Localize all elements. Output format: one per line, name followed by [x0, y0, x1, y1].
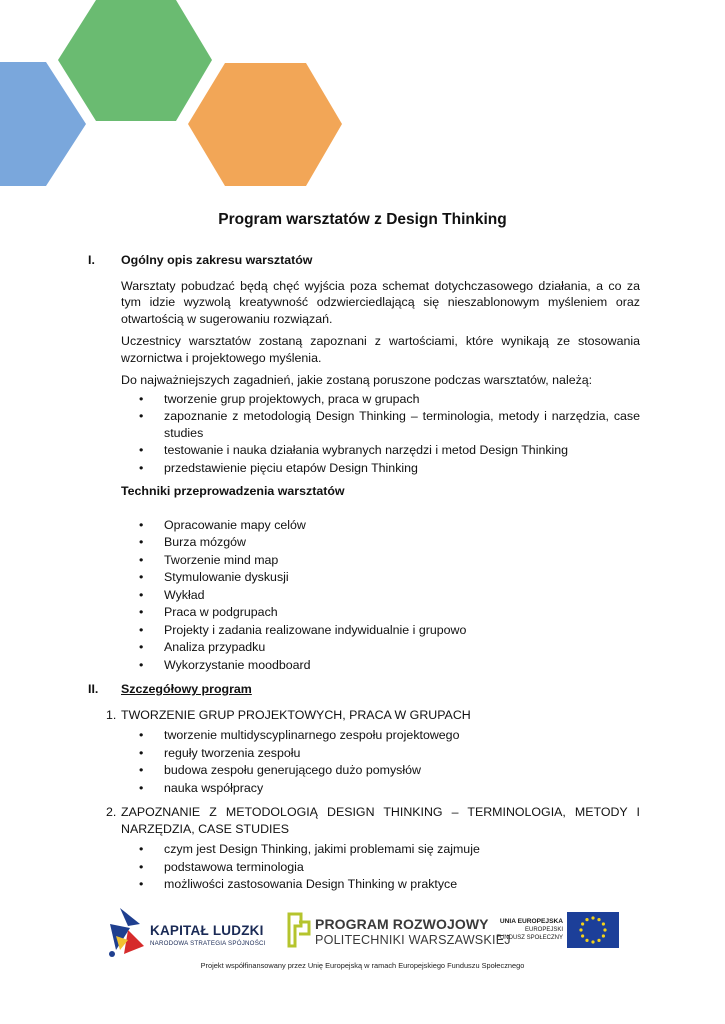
bullet-icon: •	[139, 517, 144, 532]
section-number: II.	[88, 682, 99, 696]
techniques-heading: Techniki przeprowadzenia warsztatów	[121, 484, 345, 498]
program-item-1	[88, 707, 640, 724]
bullet-icon: •	[139, 780, 144, 795]
list-item: • Analiza przypadku	[139, 640, 266, 654]
list-item: • możliwości zastosowania Design Thinking w praktyce	[139, 877, 458, 891]
program-item-1-list	[121, 727, 640, 796]
list-item: • budowa zespołu generującego dużo pomysłów	[139, 763, 421, 777]
paragraph: Do najważniejszych zagadnień, jakie zostaną poruszone podczas warsztatów, należą:	[121, 373, 593, 387]
program-rozwojowy-line2: POLITECHNIKI WARSZAWSKIEJ	[315, 933, 511, 947]
program-item-2	[88, 804, 640, 837]
section-title: Szczegółowy program	[121, 682, 252, 696]
section-number: I.	[88, 253, 95, 267]
bullet-icon: •	[139, 640, 144, 654]
program-item-2-list	[121, 841, 640, 893]
bullet-icon: •	[139, 842, 144, 856]
item-number: 2.	[106, 805, 117, 819]
list-item: • Opracowanie mapy celów	[139, 517, 306, 532]
program-rozwojowy-line1: PROGRAM ROZWOJOWY	[315, 916, 489, 932]
list-item: • reguły tworzenia zespołu	[139, 745, 301, 760]
section-1-heading	[88, 252, 640, 269]
document-body	[88, 252, 640, 894]
bullet-icon: •	[139, 570, 144, 584]
list-item: • Stymulowanie dyskusji	[139, 570, 289, 584]
techniques-list	[121, 517, 640, 674]
hexagon-green	[58, 0, 212, 121]
program-rozwojowy-logo-icon	[287, 912, 311, 948]
bullet-icon: •	[139, 657, 144, 672]
list-item: • Wykład	[139, 587, 205, 602]
bullet-icon: •	[139, 409, 144, 423]
hexagon-decoration	[0, 0, 360, 200]
bullet-icon: •	[139, 877, 144, 891]
paragraph: Warsztaty pobudzać będą chęć wyjścia poza schemat dotychczasowego działania, a co za tym idzie wyzwolą kreatywność odzwierciedlającą się nieszablonowym myśleniem oraz otwartością w sugerowaniu rozwiązań.	[121, 278, 640, 326]
eu-label-line3: FUNDUSZ SPOŁECZNY	[496, 935, 563, 941]
paragraph: Uczestnicy warsztatów zostaną zapoznani z wartościami, które wynikają ze stosowania wzornictwa i projektowego myślenia.	[121, 334, 640, 365]
hexagon-orange	[188, 63, 342, 186]
eu-label-line2: EUROPEJSKI	[524, 927, 563, 933]
kapital-ludzki-logo-icon	[106, 906, 148, 960]
item-number: 1.	[106, 707, 117, 722]
section-2-heading	[88, 681, 640, 698]
bullet-icon: •	[139, 552, 144, 567]
eu-label-line1: UNIA EUROPEJSKA	[499, 918, 563, 925]
bullet-icon: •	[139, 859, 144, 874]
bullet-icon: •	[139, 460, 144, 475]
list-item: • Wykorzystanie moodboard	[139, 657, 311, 672]
list-item: • Projekty i zadania realizowane indywidualnie i grupowo	[139, 622, 467, 637]
list-item: • testowanie i nauka działania wybranych narzędzi i metod Design Thinking	[139, 443, 569, 457]
bullet-icon: •	[139, 622, 144, 637]
bullet-icon: •	[139, 443, 144, 457]
list-item: • tworzenie multidyscyplinarnego zespołu projektowego	[139, 728, 460, 742]
list-item: • Praca w podgrupach	[139, 605, 278, 619]
list-item: • czym jest Design Thinking, jakimi problemami się zajmuje	[139, 842, 480, 856]
bullet-icon: •	[139, 535, 144, 549]
bullet-icon: •	[139, 728, 144, 742]
list-item: • Burza mózgów	[139, 535, 246, 549]
footer-note: Projekt współfinansowany przez Unię Europejską w ramach Europejskiego Funduszu Społecznego	[200, 961, 525, 970]
page-title: Program warsztatów z Design Thinking	[218, 211, 507, 228]
kapital-ludzki-subtitle: NARODOWA STRATEGIA SPÓJNOŚCI	[150, 940, 266, 947]
list-item: • zapoznanie z metodologią Design Thinking – terminologia, metody i narzędzia, case studies	[139, 409, 640, 440]
list-item: • podstawowa terminologia	[139, 859, 304, 874]
section-title: Ogólny opis zakresu warsztatów	[121, 253, 313, 267]
bullet-icon: •	[139, 745, 144, 760]
list-item: • tworzenie grup projektowych, praca w grupach	[139, 391, 420, 406]
list-item: • nauka współpracy	[139, 780, 264, 795]
bullet-icon: •	[139, 587, 144, 602]
bullet-icon: •	[139, 391, 144, 406]
item-title: TWORZENIE GRUP PROJEKTOWYCH, PRACA W GRUPACH	[121, 707, 471, 722]
item-title: ZAPOZNANIE Z METODOLOGIĄ DESIGN THINKING – TERMINOLOGIA, METODY I NARZĘDZIA, CASE STUDIES	[121, 805, 640, 836]
bullet-icon: •	[139, 763, 144, 777]
eu-flag-icon	[567, 912, 619, 948]
list-item: • przedstawienie pięciu etapów Design Thinking	[139, 460, 418, 475]
list-item: • Tworzenie mind map	[139, 552, 279, 567]
topics-list	[121, 391, 640, 477]
bullet-icon: •	[139, 605, 144, 619]
kapital-ludzki-name: KAPITAŁ LUDZKI	[150, 923, 264, 938]
